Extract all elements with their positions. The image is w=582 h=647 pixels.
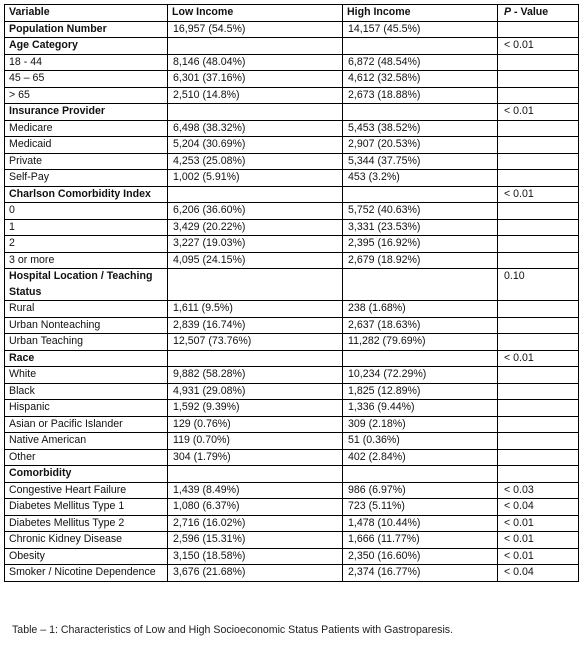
high-income-cell: 723 (5.11%) bbox=[343, 499, 498, 516]
high-income-cell: 2,673 (18.88%) bbox=[343, 87, 498, 104]
section-row bbox=[5, 466, 579, 483]
high-income-cell: 5,344 (37.75%) bbox=[343, 153, 498, 170]
high-income-cell: 5,453 (38.52%) bbox=[343, 120, 498, 137]
low-income-cell bbox=[168, 38, 343, 55]
p-value-cell bbox=[498, 383, 579, 400]
p-value-cell bbox=[498, 54, 579, 71]
table-row bbox=[5, 499, 579, 516]
p-value-cell: < 0.01 bbox=[498, 104, 579, 121]
low-income-cell: 4,095 (24.15%) bbox=[168, 252, 343, 269]
variable-cell: > 65 bbox=[5, 87, 168, 104]
variable-cell: 18 - 44 bbox=[5, 54, 168, 71]
low-income-cell: 6,498 (38.32%) bbox=[168, 120, 343, 137]
variable-cell: Hispanic bbox=[5, 400, 168, 417]
section-label: Hospital Location / Teaching Status bbox=[5, 269, 168, 301]
high-income-cell: 2,637 (18.63%) bbox=[343, 317, 498, 334]
variable-cell: Black bbox=[5, 383, 168, 400]
table-row bbox=[5, 87, 579, 104]
low-income-cell: 304 (1.79%) bbox=[168, 449, 343, 466]
table-row bbox=[5, 482, 579, 499]
p-value-cell bbox=[498, 236, 579, 253]
high-income-cell bbox=[343, 186, 498, 203]
header-low-income: Low Income bbox=[168, 5, 343, 22]
variable-cell: 2 bbox=[5, 236, 168, 253]
variable-cell: Urban Teaching bbox=[5, 334, 168, 351]
table-body bbox=[5, 21, 579, 581]
p-value-cell: 0.10 bbox=[498, 269, 579, 301]
section-label: Insurance Provider bbox=[5, 104, 168, 121]
variable-cell: Diabetes Mellitus Type 2 bbox=[5, 515, 168, 532]
high-income-cell: 1,336 (9.44%) bbox=[343, 400, 498, 417]
table-row bbox=[5, 565, 579, 582]
table-row bbox=[5, 170, 579, 187]
table-row bbox=[5, 433, 579, 450]
table-row bbox=[5, 317, 579, 334]
high-income-cell: 10,234 (72.29%) bbox=[343, 367, 498, 384]
header-variable: Variable bbox=[5, 5, 168, 22]
section-row bbox=[5, 186, 579, 203]
table-row bbox=[5, 203, 579, 220]
p-value-cell: < 0.01 bbox=[498, 186, 579, 203]
p-value-cell bbox=[498, 416, 579, 433]
p-value-cell: < 0.01 bbox=[498, 38, 579, 55]
table-row bbox=[5, 515, 579, 532]
section-row bbox=[5, 350, 579, 367]
p-value-cell bbox=[498, 203, 579, 220]
low-income-cell bbox=[168, 466, 343, 483]
variable-cell: 0 bbox=[5, 203, 168, 220]
high-income-cell: 238 (1.68%) bbox=[343, 301, 498, 318]
table-row bbox=[5, 400, 579, 417]
header-p-value bbox=[498, 5, 579, 22]
header-p-suffix: - Value bbox=[511, 6, 549, 18]
variable-cell: Obesity bbox=[5, 548, 168, 565]
variable-cell: White bbox=[5, 367, 168, 384]
p-value-cell bbox=[498, 449, 579, 466]
low-income-cell: 6,206 (36.60%) bbox=[168, 203, 343, 220]
header-high-income: High Income bbox=[343, 5, 498, 22]
p-value-cell bbox=[498, 252, 579, 269]
low-income-cell: 119 (0.70%) bbox=[168, 433, 343, 450]
high-income-cell bbox=[343, 269, 498, 301]
p-value-cell bbox=[498, 170, 579, 187]
table-row bbox=[5, 54, 579, 71]
low-income-cell: 3,676 (21.68%) bbox=[168, 565, 343, 582]
low-income-cell: 5,204 (30.69%) bbox=[168, 137, 343, 154]
high-income-cell: 453 (3.2%) bbox=[343, 170, 498, 187]
table-row bbox=[5, 153, 579, 170]
variable-cell: Rural bbox=[5, 301, 168, 318]
low-income-cell: 2,596 (15.31%) bbox=[168, 532, 343, 549]
high-income-cell: 1,666 (11.77%) bbox=[343, 532, 498, 549]
low-income-cell: 3,429 (20.22%) bbox=[168, 219, 343, 236]
low-income-cell: 4,931 (29.08%) bbox=[168, 383, 343, 400]
low-income-cell: 129 (0.76%) bbox=[168, 416, 343, 433]
low-income-cell: 1,439 (8.49%) bbox=[168, 482, 343, 499]
p-value-cell bbox=[498, 400, 579, 417]
variable-cell: Medicaid bbox=[5, 137, 168, 154]
p-value-cell bbox=[498, 71, 579, 88]
low-income-cell: 4,253 (25.08%) bbox=[168, 153, 343, 170]
table-row bbox=[5, 219, 579, 236]
p-value-cell: < 0.01 bbox=[498, 515, 579, 532]
low-income-cell: 12,507 (73.76%) bbox=[168, 334, 343, 351]
high-income-cell bbox=[343, 466, 498, 483]
p-value-cell: < 0.03 bbox=[498, 482, 579, 499]
high-income-cell: 1,478 (10.44%) bbox=[343, 515, 498, 532]
high-income-cell: 2,350 (16.60%) bbox=[343, 548, 498, 565]
high-income-cell: 2,907 (20.53%) bbox=[343, 137, 498, 154]
high-income-cell: 1,825 (12.89%) bbox=[343, 383, 498, 400]
low-income-cell: 3,150 (18.58%) bbox=[168, 548, 343, 565]
high-income-cell: 4,612 (32.58%) bbox=[343, 71, 498, 88]
table-row bbox=[5, 334, 579, 351]
table-row bbox=[5, 367, 579, 384]
variable-cell: Asian or Pacific Islander bbox=[5, 416, 168, 433]
p-value-cell: < 0.01 bbox=[498, 350, 579, 367]
high-income-cell: 2,374 (16.77%) bbox=[343, 565, 498, 582]
high-income-cell: 6,872 (48.54%) bbox=[343, 54, 498, 71]
variable-cell: Medicare bbox=[5, 120, 168, 137]
high-income-cell bbox=[343, 38, 498, 55]
variable-cell: Congestive Heart Failure bbox=[5, 482, 168, 499]
table-row bbox=[5, 548, 579, 565]
table-row bbox=[5, 21, 579, 38]
p-value-cell bbox=[498, 301, 579, 318]
section-label: Charlson Comorbidity Index bbox=[5, 186, 168, 203]
p-value-cell: < 0.04 bbox=[498, 499, 579, 516]
high-income-cell bbox=[343, 350, 498, 367]
section-row bbox=[5, 269, 579, 301]
section-label: Race bbox=[5, 350, 168, 367]
low-income-cell bbox=[168, 269, 343, 301]
high-income-cell: 3,331 (23.53%) bbox=[343, 219, 498, 236]
high-income-cell: 402 (2.84%) bbox=[343, 449, 498, 466]
section-row bbox=[5, 38, 579, 55]
variable-cell: Private bbox=[5, 153, 168, 170]
high-income-cell: 309 (2.18%) bbox=[343, 416, 498, 433]
table-row bbox=[5, 449, 579, 466]
table-row bbox=[5, 236, 579, 253]
variable-cell: 1 bbox=[5, 219, 168, 236]
variable-cell: Population Number bbox=[5, 21, 168, 38]
characteristics-table bbox=[4, 4, 579, 582]
low-income-cell bbox=[168, 186, 343, 203]
p-value-cell bbox=[498, 153, 579, 170]
high-income-cell: 5,752 (40.63%) bbox=[343, 203, 498, 220]
p-value-cell: < 0.04 bbox=[498, 565, 579, 582]
low-income-cell: 1,080 (6.37%) bbox=[168, 499, 343, 516]
table-row bbox=[5, 383, 579, 400]
variable-cell: Urban Nonteaching bbox=[5, 317, 168, 334]
p-value-cell bbox=[498, 120, 579, 137]
p-value-cell bbox=[498, 466, 579, 483]
section-row bbox=[5, 104, 579, 121]
section-label: Age Category bbox=[5, 38, 168, 55]
header-row bbox=[5, 5, 579, 22]
low-income-cell: 16,957 (54.5%) bbox=[168, 21, 343, 38]
low-income-cell bbox=[168, 104, 343, 121]
variable-cell: 45 – 65 bbox=[5, 71, 168, 88]
variable-cell: Self-Pay bbox=[5, 170, 168, 187]
section-label: Comorbidity bbox=[5, 466, 168, 483]
p-value-cell bbox=[498, 334, 579, 351]
low-income-cell: 3,227 (19.03%) bbox=[168, 236, 343, 253]
table-row bbox=[5, 252, 579, 269]
p-value-cell bbox=[498, 219, 579, 236]
high-income-cell: 51 (0.36%) bbox=[343, 433, 498, 450]
low-income-cell: 2,839 (16.74%) bbox=[168, 317, 343, 334]
table-row bbox=[5, 301, 579, 318]
table-row bbox=[5, 416, 579, 433]
high-income-cell: 986 (6.97%) bbox=[343, 482, 498, 499]
low-income-cell: 2,510 (14.8%) bbox=[168, 87, 343, 104]
high-income-cell bbox=[343, 104, 498, 121]
high-income-cell: 11,282 (79.69%) bbox=[343, 334, 498, 351]
p-value-cell bbox=[498, 137, 579, 154]
low-income-cell: 8,146 (48.04%) bbox=[168, 54, 343, 71]
p-value-cell bbox=[498, 367, 579, 384]
variable-cell: Other bbox=[5, 449, 168, 466]
high-income-cell: 14,157 (45.5%) bbox=[343, 21, 498, 38]
variable-cell: 3 or more bbox=[5, 252, 168, 269]
table-caption: Table – 1: Characteristics of Low and High Socioeconomic Status Patients with Gastroparesis. bbox=[12, 624, 454, 636]
low-income-cell: 1,592 (9.39%) bbox=[168, 400, 343, 417]
low-income-cell: 2,716 (16.02%) bbox=[168, 515, 343, 532]
variable-cell: Native American bbox=[5, 433, 168, 450]
variable-cell: Chronic Kidney Disease bbox=[5, 532, 168, 549]
p-value-cell bbox=[498, 87, 579, 104]
high-income-cell: 2,395 (16.92%) bbox=[343, 236, 498, 253]
low-income-cell: 1,002 (5.91%) bbox=[168, 170, 343, 187]
p-value-cell bbox=[498, 317, 579, 334]
low-income-cell bbox=[168, 350, 343, 367]
low-income-cell: 6,301 (37.16%) bbox=[168, 71, 343, 88]
variable-cell: Diabetes Mellitus Type 1 bbox=[5, 499, 168, 516]
p-value-cell bbox=[498, 21, 579, 38]
variable-cell: Smoker / Nicotine Dependence bbox=[5, 565, 168, 582]
p-value-cell: < 0.01 bbox=[498, 532, 579, 549]
header-p-letter: P bbox=[504, 6, 512, 18]
table-row bbox=[5, 71, 579, 88]
low-income-cell: 1,611 (9.5%) bbox=[168, 301, 343, 318]
p-value-cell bbox=[498, 433, 579, 450]
p-value-cell: < 0.01 bbox=[498, 548, 579, 565]
high-income-cell: 2,679 (18.92%) bbox=[343, 252, 498, 269]
table-row bbox=[5, 137, 579, 154]
low-income-cell: 9,882 (58.28%) bbox=[168, 367, 343, 384]
table-row bbox=[5, 120, 579, 137]
table-row bbox=[5, 532, 579, 549]
